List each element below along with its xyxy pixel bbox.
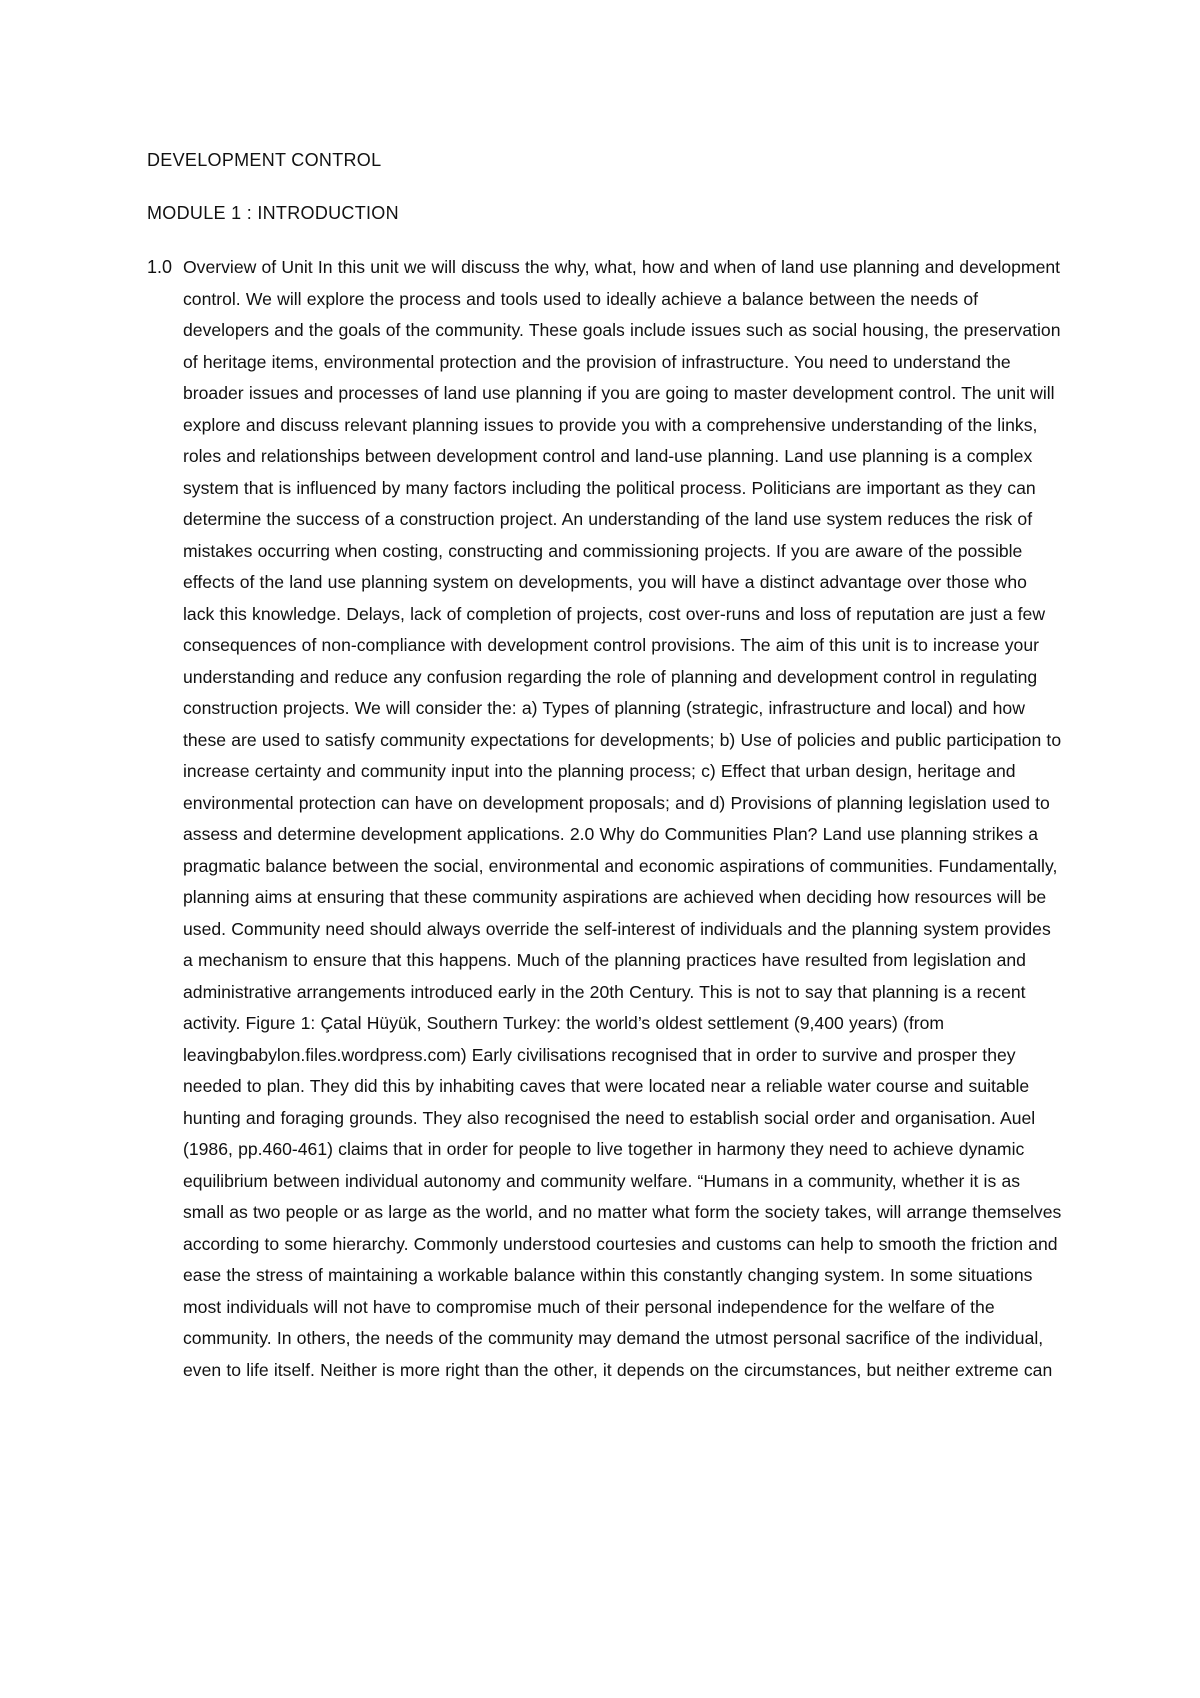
module-heading: MODULE 1 : INTRODUCTION bbox=[147, 203, 399, 223]
section-overview bbox=[147, 252, 1067, 1592]
document-title: DEVELOPMENT CONTROL bbox=[147, 150, 382, 170]
section-number: 1.0 bbox=[147, 257, 173, 277]
section-body-text: Overview of Unit In this unit we will discuss the why, what, how and when of land use planning and development control. We will explore the process and tools used to ideally achieve a balance between the needs of developers and the goals of the community. These goals include issues such as social housing, the preservation of heritage items, environmental protection and the provision of infrastructure. You need to understand the broader issues and processes of land use planning if you are going to master development control. The unit will explore and discuss relevant planning issues to provide you with a comprehensive understanding of the links, roles and relationships between development control and land-use planning. Land use planning is a complex system that is influenced by many factors including the political process. Politicians are important as they can determine the success of a construction project. An understanding of the land use system reduces the risk of mistakes occurring when costing, constructing and commissioning projects. If you are aware of the possible effects of the land use planning system on developments, you will have a distinct advantage over those who lack this knowledge. Delays, lack of completion of projects, cost over-runs and loss of reputation are just a few consequences of non-compliance with development control provisions. The aim of this unit is to increase your understanding and reduce any confusion regarding the role of planning and development control in regulating construction projects. We will consider the: a) Types of planning (strategic, infrastructure and local) and how these are used to satisfy community expectations for developments; b) Use of policies and public participation to increase certainty and community input into the planning process; c) Effect that urban design, heritage and environmental protection can have on development proposals; and d) Provisions of planning legislation used to assess and determine development applications. 2.0 Why do Communities Plan? Land use planning strikes a pragmatic balance between the social, environmental and economic aspirations of communities. Fundamentally, planning aims at ensuring that these community aspirations are achieved when deciding how resources will be used. Community need should always override the self-interest of individuals and the planning system provides a mechanism to ensure that this happens. Much of the planning practices have resulted from legislation and administrative arrangements introduced early in the 20th Century. This is not to say that planning is a recent activity. Figure 1: Çatal Hüyük, Southern Turkey: the world’s oldest settlement (9,400 years) (from leavingbabylon.files.wordpress.com) Early civilisations recognised that in order to survive and prosper they needed to plan. They did this by inhabiting caves that were located near a reliable water course and suitable hunting and foraging grounds. They also recognised the need to establish social order and organisation. Auel (1986, pp.460-461) claims that in order for people to live together in harmony they need to achieve dynamic equilibrium between individual autonomy and community welfare. “Humans in a community, whether it is as small as two people or as large as the world, and no matter what form the society takes, will arrange themselves according to some hierarchy. Commonly understood courtesies and customs can help to smooth the friction and ease the stress of maintaining a workable balance within this constantly changing system. In some situations most individuals will not have to compromise much of their personal independence for the welfare of the community. In others, the needs of the community may demand the utmost personal sacrifice of the individual, even to life itself. Neither is more right than the other, it depends on the circumstances, but neither extreme can bbox=[183, 257, 1062, 1380]
